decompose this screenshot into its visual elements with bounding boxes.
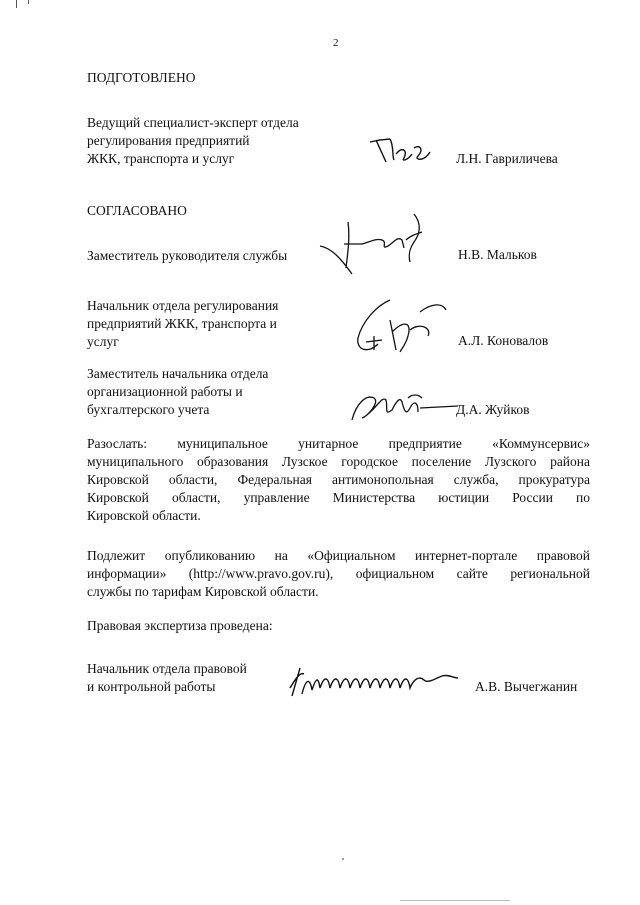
- signer-3-position-line: бухгалтерского учета: [87, 402, 210, 417]
- scan-dot: [342, 858, 344, 860]
- prepared-position-line: Ведущий специалист-эксперт отдела: [87, 115, 299, 130]
- signer-1-name: Н.В. Мальков: [458, 247, 537, 262]
- signer-3-position-line: организационной работы и: [87, 384, 243, 399]
- signer-2-name: А.Л. Коновалов: [458, 333, 549, 348]
- prepared-position: [87, 114, 299, 168]
- prepared-heading: ПОДГОТОВЛЕНО: [87, 70, 196, 85]
- distribution-line: Кировской области, Федеральная антимонопольная служба, прокуратура: [87, 472, 590, 487]
- signer-3-position: [87, 365, 268, 419]
- prepared-position-line: регулирования предприятий: [87, 133, 250, 148]
- signature-konovalov: [350, 292, 450, 358]
- distribution-line: муниципального образования Лузское городское поселение Лузского района: [87, 454, 590, 469]
- signer-3-position-line: Заместитель начальника отдела: [87, 366, 269, 381]
- publication-line: службы по тарифам Кировской области.: [87, 584, 319, 599]
- footer-scan-marks: [400, 900, 510, 901]
- legal-review-position-line: и контрольной работы: [87, 679, 216, 694]
- signature-gavrilicheva: [368, 136, 438, 170]
- page-number: 2: [333, 37, 339, 49]
- publication-line: информации» (http://www.pravo.gov.ru), официальном сайте региональной: [87, 566, 590, 581]
- signer-2-position: [87, 297, 278, 351]
- agreed-heading: СОГЛАСОВАНО: [87, 203, 187, 218]
- corner-scan-mark-2: [28, 0, 29, 4]
- legal-review-position-line: Начальник отдела правовой: [87, 661, 247, 676]
- prepared-position-line: ЖКК, транспорта и услуг: [87, 151, 235, 166]
- signer-3-name: Д.А. Жуйков: [456, 402, 530, 417]
- signature-vychegzhanin: [286, 664, 466, 700]
- publication-text: [87, 547, 590, 601]
- signer-2-position-line: услуг: [87, 334, 119, 349]
- corner-scan-mark: [16, 0, 17, 8]
- distribution-line: Разослать: муниципальное унитарное предприятие «Коммунсервис»: [87, 436, 590, 451]
- legal-review-name: А.В. Вычегжанин: [475, 679, 578, 694]
- distribution-line: Кировской области.: [87, 508, 201, 523]
- prepared-name: Л.Н. Гавриличева: [456, 151, 558, 166]
- publication-line: Подлежит опубликованию на «Официальном интернет-портале правовой: [87, 548, 590, 563]
- signature-zhuikov: [348, 386, 460, 426]
- signer-1-position: Заместитель руководителя службы: [87, 248, 288, 263]
- signer-2-position-line: Начальник отдела регулирования: [87, 298, 279, 313]
- distribution-text: [87, 435, 590, 525]
- signature-malkov: [318, 212, 438, 284]
- legal-review-position: [87, 660, 247, 696]
- distribution-line: Кировской области, управление Министерства юстиции России по: [87, 490, 590, 505]
- legal-review-text: Правовая экспертиза проведена:: [87, 618, 273, 633]
- signer-2-position-line: предприятий ЖКК, транспорта и: [87, 316, 277, 331]
